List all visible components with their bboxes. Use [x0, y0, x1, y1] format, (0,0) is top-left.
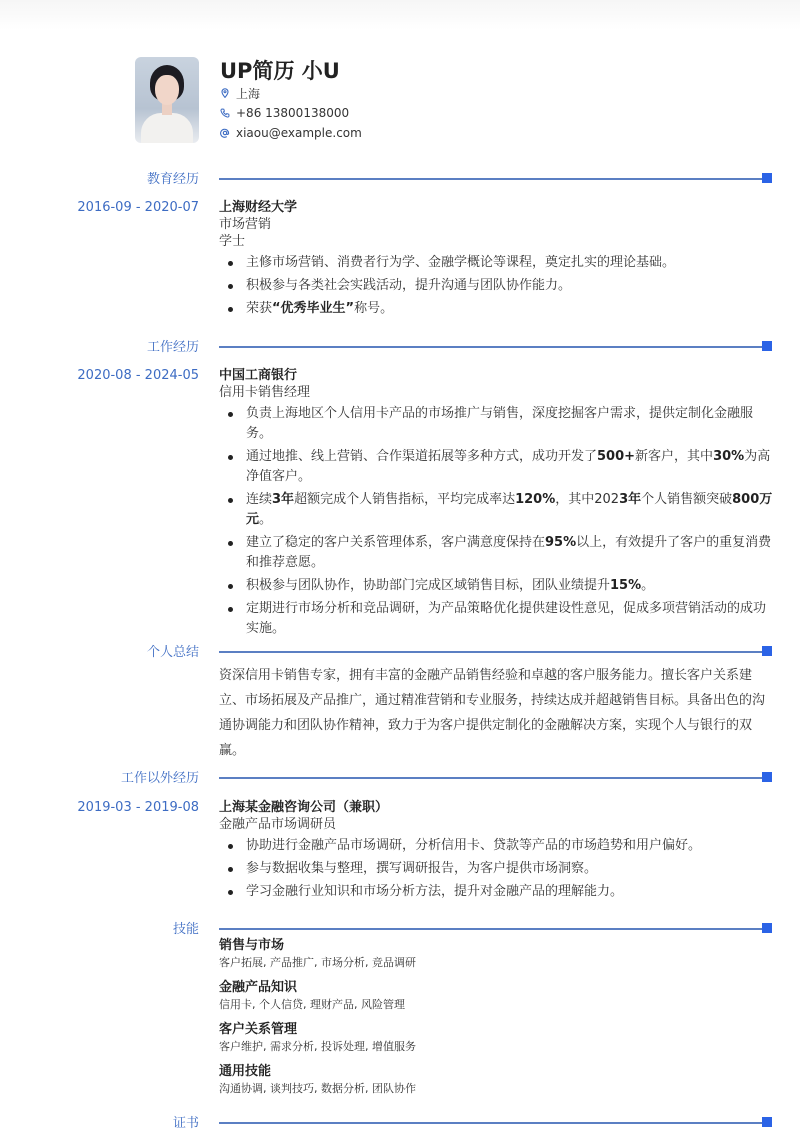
list-item: 协助进行金融产品市场调研，分析信用卡、贷款等产品的市场趋势和用户偏好。 [219, 836, 774, 856]
skill-group-title: 通用技能 [219, 1064, 272, 1079]
email-text[interactable]: xiaou@example.com [236, 126, 362, 140]
bullet-list [219, 253, 774, 319]
skill-group [219, 979, 774, 1013]
list-item: 定期进行市场分析和竞品调研，为产品策略优化提供建设性意见，促成多项营销活动的成功实施。 [219, 599, 774, 639]
section-divider [219, 777, 764, 779]
section-divider [219, 651, 764, 653]
section-skills-header [0, 918, 800, 938]
skill-group-items: 信用卡, 个人信贷, 理财产品, 风险管理 [219, 998, 405, 1011]
phone-row [220, 103, 362, 123]
skill-group-title: 客户关系管理 [219, 1022, 298, 1037]
list-item: 荣获“优秀毕业生”称号。 [219, 299, 774, 319]
skill-group-title: 金融产品知识 [219, 980, 298, 995]
skill-group-title: 销售与市场 [219, 938, 285, 953]
list-item: 积极参与各类社会实践活动，提升沟通与团队协作能力。 [219, 276, 774, 296]
job-title: 金融产品市场调研员 [219, 817, 337, 832]
skill-group-items: 客户维护, 需求分析, 投诉处理, 增值服务 [219, 1040, 416, 1053]
phone-icon [220, 108, 230, 118]
section-title: 证书 [172, 1116, 199, 1130]
location-pin-icon [220, 88, 230, 98]
list-item: 参与数据收集与整理，撰写调研报告，为客户提供市场洞察。 [219, 859, 774, 879]
section-marker-square [762, 923, 772, 933]
company-name: 中国工商银行 [219, 368, 298, 383]
section-divider [219, 346, 764, 348]
location-row [220, 83, 362, 103]
skill-group-items: 沟通协调, 谈判技巧, 数据分析, 团队协作 [219, 1082, 416, 1095]
entry-date: 2016-09 - 2020-07 [77, 200, 199, 215]
location-text: 上海 [236, 86, 261, 101]
entry-date: 2020-08 - 2024-05 [77, 368, 199, 383]
bullet-list [219, 836, 774, 902]
section-title: 工作经历 [146, 340, 199, 355]
list-item: 负责上海地区个人信用卡产品的市场推广与销售，深度挖掘客户需求，提供定制化金融服务。 [219, 404, 774, 444]
section-work-header [0, 336, 800, 356]
skill-group [219, 937, 774, 971]
company-name: 上海某金融咨询公司（兼职） [219, 800, 389, 815]
section-marker-square [762, 772, 772, 782]
list-item: 建立了稳定的客户关系管理体系，客户满意度保持在95%以上，有效提升了客户的重复消费和推荐意愿。 [219, 533, 774, 573]
section-other-header [0, 767, 800, 787]
skill-group [219, 1063, 774, 1097]
entry-date: 2019-03 - 2019-08 [77, 800, 199, 815]
section-title: 个人总结 [146, 645, 199, 660]
summary-text: 资深信用卡销售专家，拥有丰富的金融产品销售经验和卓越的客户服务能力。擅长客户关系建立、市场拓展及产品推广，通过精准营销和专业服务，持续达成并超越销售目标。具备出色的沟通协调能力和团队协作精神，致力于为客户提供定制化的金融解决方案，实现个人与银行的双赢。 [219, 668, 766, 758]
section-marker-square [762, 646, 772, 656]
major: 市场营销 [219, 217, 272, 232]
job-title: 信用卡销售经理 [219, 385, 311, 400]
list-item: 学习金融行业知识和市场分析方法，提升对金融产品的理解能力。 [219, 882, 774, 902]
list-item: 主修市场营销、消费者行为学、金融学概论等课程，奠定扎实的理论基础。 [219, 253, 774, 273]
bullet-list [219, 404, 774, 639]
section-certificates-header [0, 1112, 800, 1130]
section-marker-square [762, 173, 772, 183]
contact-info [220, 57, 362, 143]
section-marker-square [762, 341, 772, 351]
list-item: 积极参与团队协作，协助部门完成区域销售目标，团队业绩提升15%。 [219, 576, 774, 596]
section-divider [219, 1122, 764, 1124]
avatar-photo [135, 57, 199, 143]
resume-header [135, 57, 362, 143]
section-divider [219, 928, 764, 930]
section-divider [219, 178, 764, 180]
list-item: 通过地推、线上营销、合作渠道拓展等多种方式，成功开发了500+新客户，其中30%为高净值客户。 [219, 447, 774, 487]
skill-group-items: 客户拓展, 产品推广, 市场分析, 竞品调研 [219, 956, 416, 969]
school-name: 上海财经大学 [219, 200, 298, 215]
email-row[interactable] [220, 123, 362, 143]
candidate-name: UP简历 小U [220, 59, 340, 83]
section-summary-header [0, 641, 800, 661]
section-title: 教育经历 [146, 172, 199, 187]
section-title: 技能 [172, 922, 199, 937]
phone-text: +86 13800138000 [236, 106, 350, 120]
section-education-header [0, 168, 800, 188]
section-title: 工作以外经历 [120, 771, 199, 786]
section-marker-square [762, 1117, 772, 1127]
page-top-shadow [0, 0, 800, 30]
list-item: 连续3年超额完成个人销售指标，平均完成率达120%，其中2023年个人销售额突破800万元。 [219, 490, 774, 530]
at-sign-icon [220, 128, 230, 138]
skill-group [219, 1021, 774, 1055]
degree: 学士 [219, 234, 246, 249]
